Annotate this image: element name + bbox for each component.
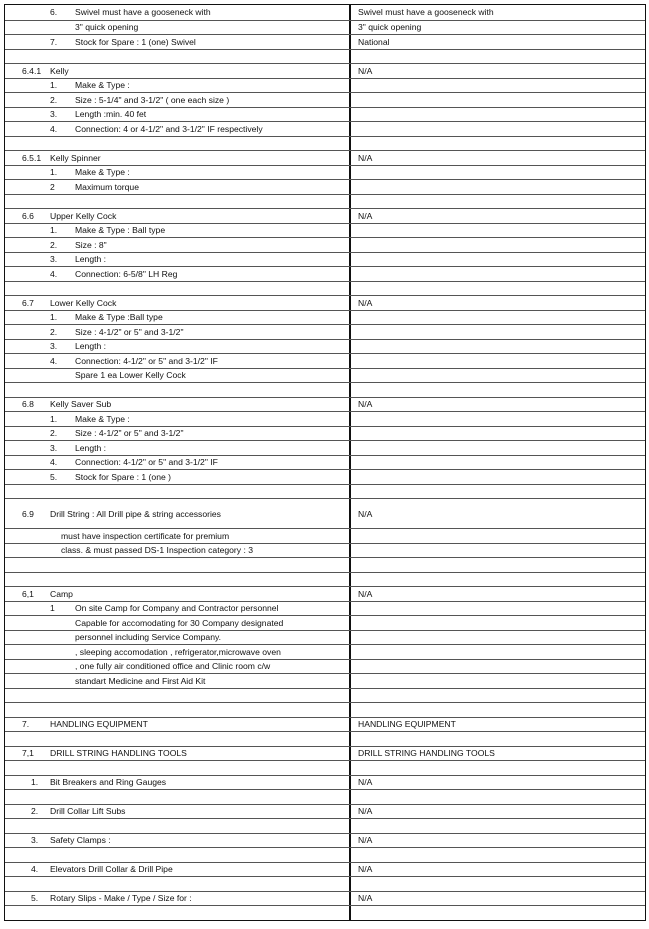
item-number: 3. — [31, 835, 39, 846]
blank-row — [5, 557, 645, 572]
response-cell — [351, 122, 645, 136]
table-row — [5, 5, 645, 20]
item-number: 3. — [50, 109, 58, 120]
table-row — [5, 310, 645, 325]
response-cell — [351, 79, 645, 93]
response-cell — [351, 674, 645, 688]
blank-row — [5, 136, 645, 151]
requirement-cell — [5, 470, 351, 484]
requirement-cell — [5, 238, 351, 252]
requirement-cell — [5, 747, 351, 761]
response-cell — [351, 616, 645, 630]
blank-row — [5, 688, 645, 703]
response-cell — [351, 412, 645, 426]
requirement-cell — [5, 427, 351, 441]
response-cell — [351, 180, 645, 194]
requirement-text: Connection: 4 or 4-1/2" and 3-1/2" IF respectively — [75, 123, 263, 134]
item-number: 6.4.1 — [22, 65, 42, 76]
response-cell: National — [358, 36, 390, 47]
table-row — [5, 165, 645, 180]
requirement-text: Make & Type : — [75, 413, 130, 424]
blank-row — [5, 876, 645, 891]
item-number: 1 — [50, 603, 55, 614]
table-row — [5, 862, 645, 877]
requirement-text: Upper Kelly Cock — [50, 210, 117, 221]
requirement-text: DRILL STRING HANDLING TOOLS — [50, 748, 187, 759]
requirement-cell — [5, 137, 351, 151]
blank-row — [5, 484, 645, 499]
requirement-text: Swivel must have a gooseneck with — [75, 7, 211, 18]
response-cell — [351, 544, 645, 558]
requirement-cell — [5, 776, 351, 790]
requirement-cell — [5, 383, 351, 397]
blank-row — [5, 281, 645, 296]
item-number: 3. — [50, 341, 58, 352]
table-row — [5, 411, 645, 426]
response-cell: Swivel must have a gooseneck with — [358, 7, 494, 18]
requirement-cell — [5, 848, 351, 862]
requirement-text: On site Camp for Company and Contractor personnel — [75, 603, 279, 614]
item-number: 6.6 — [22, 210, 34, 221]
requirement-cell — [5, 645, 351, 659]
blank-row — [5, 572, 645, 587]
requirement-cell — [5, 79, 351, 93]
requirement-text: Make & Type : Ball type — [75, 225, 166, 236]
table-row — [5, 498, 645, 528]
requirement-text: Length :min. 40 fet — [75, 109, 147, 120]
table-row — [5, 121, 645, 136]
item-number: 1. — [50, 225, 58, 236]
response-cell: N/A — [358, 297, 373, 308]
item-number: 2. — [50, 94, 58, 105]
response-cell: DRILL STRING HANDLING TOOLS — [358, 748, 495, 759]
table-row — [5, 717, 645, 732]
requirement-text: standart Medicine and First Aid Kit — [75, 675, 206, 686]
requirement-text: Connection: 4-1/2" or 5" and 3-1/2" IF — [75, 355, 218, 366]
requirement-cell — [5, 573, 351, 587]
requirement-cell — [5, 732, 351, 746]
requirement-cell — [5, 790, 351, 804]
requirement-text: Size : 5-1/4" and 3-1/2" ( one each size ) — [75, 94, 230, 105]
response-cell — [351, 50, 645, 64]
item-number: 4. — [50, 268, 58, 279]
item-number: 3. — [50, 254, 58, 265]
blank-row — [5, 760, 645, 775]
table-row — [5, 150, 645, 165]
item-number: 4. — [50, 457, 58, 468]
table-row — [5, 266, 645, 281]
item-number: 7. — [50, 36, 58, 47]
response-cell: N/A — [358, 893, 373, 904]
requirement-cell — [5, 863, 351, 877]
response-cell — [351, 456, 645, 470]
requirement-cell — [5, 325, 351, 339]
requirement-text: Connection: 6-5/8" LH Reg — [75, 268, 178, 279]
response-cell — [351, 761, 645, 775]
item-number: 1. — [50, 312, 58, 323]
requirement-cell — [5, 441, 351, 455]
response-cell — [351, 573, 645, 587]
item-number: 6.7 — [22, 297, 34, 308]
requirement-cell — [5, 166, 351, 180]
response-cell — [351, 137, 645, 151]
response-cell — [351, 253, 645, 267]
table-row — [5, 324, 645, 339]
requirement-cell — [5, 602, 351, 616]
requirement-cell — [5, 485, 351, 499]
requirement-text: Capable for accomodating for 30 Company designated — [75, 617, 284, 628]
requirement-cell — [5, 544, 351, 558]
requirement-cell — [5, 631, 351, 645]
response-cell — [351, 108, 645, 122]
requirement-text: Lower Kelly Cock — [50, 297, 117, 308]
blank-row — [5, 905, 645, 920]
table-row — [5, 78, 645, 93]
requirement-text: Bit Breakers and Ring Gauges — [50, 777, 167, 788]
table-row — [5, 615, 645, 630]
table-row — [5, 746, 645, 761]
requirement-cell — [5, 819, 351, 833]
response-cell — [351, 470, 645, 484]
requirement-cell — [5, 311, 351, 325]
requirement-text: Make & Type : — [75, 167, 130, 178]
item-number: 6.9 — [22, 508, 34, 519]
requirement-cell — [5, 398, 351, 412]
requirement-cell — [5, 529, 351, 543]
requirement-text: Rotary Slips - Make / Type / Size for : — [50, 893, 192, 904]
response-cell — [351, 340, 645, 354]
response-cell — [351, 282, 645, 296]
item-number: 5. — [50, 471, 58, 482]
item-number: 2 — [50, 181, 55, 192]
requirement-cell — [5, 499, 351, 528]
response-cell: N/A — [358, 806, 373, 817]
table-row — [5, 891, 645, 906]
table-row — [5, 92, 645, 107]
response-cell — [351, 354, 645, 368]
item-number: 2. — [50, 428, 58, 439]
requirement-text: Elevators Drill Collar & Drill Pipe — [50, 864, 173, 875]
requirement-text: Kelly Spinner — [50, 152, 101, 163]
item-number: 6. — [50, 7, 58, 18]
item-number: 6.5.1 — [22, 152, 42, 163]
requirement-cell — [5, 35, 351, 49]
table-row — [5, 107, 645, 122]
response-cell: N/A — [358, 210, 373, 221]
table-row — [5, 469, 645, 484]
item-number: 1. — [50, 80, 58, 91]
blank-row — [5, 49, 645, 64]
response-cell: HANDLING EQUIPMENT — [358, 719, 456, 730]
requirement-text: HANDLING EQUIPMENT — [50, 719, 148, 730]
requirement-text: Make & Type : — [75, 80, 130, 91]
response-cell — [351, 819, 645, 833]
table-row — [5, 630, 645, 645]
requirement-text: Length : — [75, 254, 107, 265]
table-row — [5, 543, 645, 558]
requirement-cell — [5, 108, 351, 122]
response-cell — [351, 93, 645, 107]
table-row — [5, 804, 645, 819]
response-cell — [351, 325, 645, 339]
requirement-text: Kelly — [50, 65, 69, 76]
item-number: 4. — [50, 123, 58, 134]
requirement-cell — [5, 224, 351, 238]
table-row — [5, 63, 645, 78]
blank-row — [5, 382, 645, 397]
response-cell — [351, 732, 645, 746]
response-cell — [351, 906, 645, 920]
requirement-cell — [5, 616, 351, 630]
item-number: 2. — [50, 239, 58, 250]
response-cell — [351, 529, 645, 543]
response-cell — [351, 703, 645, 717]
requirement-text: Length : — [75, 442, 107, 453]
requirement-text: Size : 8" — [75, 239, 107, 250]
table-row — [5, 528, 645, 543]
table-row — [5, 455, 645, 470]
response-cell: 3" quick opening — [358, 22, 422, 33]
response-cell: N/A — [358, 864, 373, 875]
response-cell — [351, 485, 645, 499]
requirement-cell — [5, 906, 351, 920]
requirement-cell — [5, 456, 351, 470]
requirement-cell — [5, 660, 351, 674]
table-row — [5, 34, 645, 49]
requirement-cell — [5, 195, 351, 209]
table-row — [5, 644, 645, 659]
blank-row — [5, 789, 645, 804]
requirement-cell — [5, 151, 351, 165]
requirement-cell — [5, 805, 351, 819]
response-cell — [351, 238, 645, 252]
requirement-text: 3" quick opening — [75, 22, 139, 33]
requirement-text: personnel including Service Company. — [75, 632, 222, 643]
table-row — [5, 339, 645, 354]
table-row — [5, 252, 645, 267]
table-row — [5, 237, 645, 252]
response-cell — [351, 660, 645, 674]
requirement-text: Length : — [75, 341, 107, 352]
response-cell — [351, 195, 645, 209]
requirement-cell — [5, 122, 351, 136]
requirement-cell — [5, 703, 351, 717]
table-row — [5, 295, 645, 310]
requirement-text: Drill Collar Lift Subs — [50, 806, 126, 817]
requirement-text: Make & Type :Ball type — [75, 312, 163, 323]
table-row — [5, 440, 645, 455]
response-cell: N/A — [358, 508, 373, 519]
requirement-text: Spare 1 ea Lower Kelly Cock — [75, 370, 186, 381]
response-cell: N/A — [358, 835, 373, 846]
requirement-cell — [5, 93, 351, 107]
response-cell: N/A — [358, 152, 373, 163]
response-cell — [351, 267, 645, 281]
requirement-cell — [5, 5, 351, 20]
requirement-text: class. & must passed DS-1 Inspection category : 3 — [61, 545, 254, 556]
item-number: 1. — [31, 777, 39, 788]
requirement-cell — [5, 689, 351, 703]
blank-row — [5, 818, 645, 833]
requirement-cell — [5, 282, 351, 296]
table-row — [5, 20, 645, 35]
response-cell — [351, 427, 645, 441]
table-row — [5, 833, 645, 848]
response-cell — [351, 790, 645, 804]
table-row — [5, 208, 645, 223]
response-cell — [351, 311, 645, 325]
table-row — [5, 673, 645, 688]
response-cell — [351, 602, 645, 616]
response-cell — [351, 848, 645, 862]
requirement-cell — [5, 877, 351, 891]
requirement-text: Kelly Saver Sub — [50, 399, 112, 410]
requirement-cell — [5, 64, 351, 78]
requirement-cell — [5, 354, 351, 368]
requirement-cell — [5, 180, 351, 194]
response-cell — [351, 645, 645, 659]
table-row — [5, 601, 645, 616]
requirement-cell — [5, 50, 351, 64]
response-cell: N/A — [358, 777, 373, 788]
response-cell — [351, 383, 645, 397]
item-number: 6,1 — [22, 588, 34, 599]
requirement-text: , one fully air conditioned office and Clinic room c/w — [75, 661, 271, 672]
table-row — [5, 659, 645, 674]
requirement-cell — [5, 209, 351, 223]
requirement-cell — [5, 761, 351, 775]
requirement-cell — [5, 558, 351, 572]
item-number: 2. — [31, 806, 39, 817]
table-row — [5, 353, 645, 368]
table-row — [5, 179, 645, 194]
blank-row — [5, 847, 645, 862]
item-number: 7. — [22, 719, 30, 730]
response-cell — [351, 689, 645, 703]
item-number: 1. — [50, 413, 58, 424]
requirement-text: Stock for Spare : 1 (one) Swivel — [75, 36, 196, 47]
requirement-text: , sleeping accomodation , refrigerator,microwave oven — [75, 646, 281, 657]
table-row — [5, 223, 645, 238]
item-number: 6.8 — [22, 399, 34, 410]
requirement-cell — [5, 412, 351, 426]
response-cell — [351, 877, 645, 891]
requirement-text: Camp — [50, 588, 73, 599]
requirement-cell — [5, 834, 351, 848]
response-cell — [351, 558, 645, 572]
requirement-cell — [5, 21, 351, 35]
requirement-cell — [5, 267, 351, 281]
item-number: 4. — [31, 864, 39, 875]
requirement-cell — [5, 674, 351, 688]
requirement-text: Connection: 4-1/2" or 5" and 3-1/2" IF — [75, 457, 218, 468]
blank-row — [5, 731, 645, 746]
requirement-cell — [5, 718, 351, 732]
response-cell: N/A — [358, 399, 373, 410]
item-number: 4. — [50, 355, 58, 366]
requirement-text: Drill String : All Drill pipe & string accessories — [50, 508, 221, 519]
requirement-text: Maximum torque — [75, 181, 139, 192]
response-cell — [351, 224, 645, 238]
blank-row — [5, 194, 645, 209]
table-row — [5, 397, 645, 412]
requirement-cell — [5, 296, 351, 310]
response-cell — [351, 631, 645, 645]
response-cell — [351, 166, 645, 180]
requirement-text: Size : 4-1/2" or 5" and 3-1/2" — [75, 428, 184, 439]
requirement-cell — [5, 253, 351, 267]
requirement-cell — [5, 369, 351, 383]
requirement-text: Safety Clamps : — [50, 835, 111, 846]
table-row — [5, 368, 645, 383]
requirement-cell — [5, 587, 351, 601]
specification-table — [4, 4, 646, 921]
requirement-text: must have inspection certificate for premium — [61, 530, 230, 541]
response-cell — [351, 441, 645, 455]
blank-row — [5, 702, 645, 717]
response-cell: N/A — [358, 588, 373, 599]
item-number: 7,1 — [22, 748, 34, 759]
table-row — [5, 775, 645, 790]
requirement-text: Stock for Spare : 1 (one ) — [75, 471, 172, 482]
requirement-text: Size : 4-1/2" or 5" and 3-1/2" — [75, 326, 184, 337]
item-number: 3. — [50, 442, 58, 453]
item-number: 2. — [50, 326, 58, 337]
table-row — [5, 586, 645, 601]
requirement-cell — [5, 340, 351, 354]
table-row — [5, 426, 645, 441]
item-number: 5. — [31, 893, 39, 904]
item-number: 1. — [50, 167, 58, 178]
response-cell — [351, 369, 645, 383]
response-cell: N/A — [358, 65, 373, 76]
requirement-cell — [5, 892, 351, 906]
